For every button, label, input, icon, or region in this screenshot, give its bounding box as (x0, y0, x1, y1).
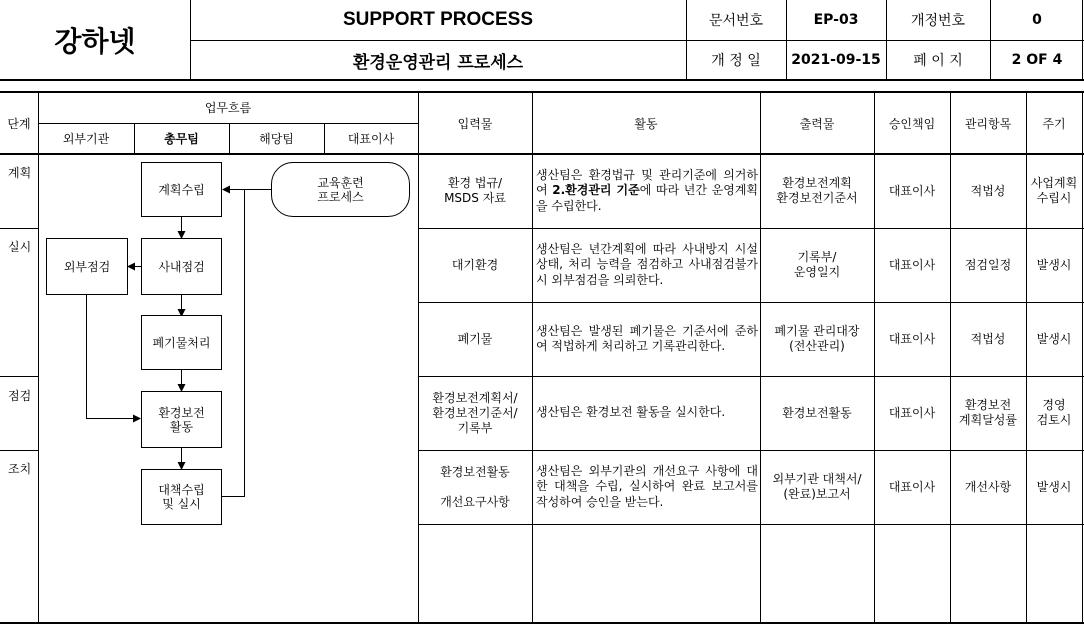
flow-box-plan-label: 계획수립 (158, 182, 205, 197)
document-title: SUPPORT PROCESS (342, 9, 534, 30)
stage-act: 조치 (8, 462, 32, 476)
flow-col-dept: 해당팀 (259, 132, 294, 146)
row-approval: 대표이사 (888, 331, 936, 346)
stage-do: 실시 (8, 240, 32, 254)
row-output: 환경보전활동 (782, 405, 852, 420)
flow-box-countermeasure-label: 대책수립 및 실시 (158, 483, 205, 511)
row-cycle: 발생시 (1036, 479, 1072, 494)
company-logo: 강하넷 (54, 25, 136, 58)
flow-box-external-check (46, 238, 128, 295)
flow-box-internal-check (141, 238, 222, 295)
flow-col-admin-team: 총무팀 (164, 132, 199, 146)
page-label: 페 이 지 (913, 53, 963, 69)
row-control: 개선사항 (964, 479, 1012, 494)
row-approval: 대표이사 (888, 405, 936, 420)
stage-header: 단계 (7, 116, 31, 131)
row-activity-bold: 2.환경관리 기준 (552, 183, 640, 198)
row-activity-text: 생산팀은 환경보전 활동을 실시한다. (536, 405, 726, 420)
row-activity (536, 450, 758, 524)
row-activity-text: 생산팀은 발생된 폐기물은 기준서에 준하여 적법하게 처리하고 기록관리한다. (536, 323, 758, 353)
control-header: 관리항목 (964, 116, 1012, 131)
flow-box-env-activity-label: 환경보전 활동 (158, 405, 205, 434)
revision-date-value: 2021-09-15 (791, 52, 881, 68)
approval-header: 승인책임 (888, 116, 936, 131)
row-input: 환경보전계획서/ 환경보전기준서/ 기록부 (432, 390, 518, 435)
row-input: 폐기물 (457, 331, 493, 346)
revision-date-label: 개 정 일 (711, 53, 761, 69)
row-output: 외부기관 대책서/ (완료)보고서 (772, 472, 862, 501)
row-output: 폐기물 관리대장 (전산관리) (774, 324, 860, 353)
flow-box-waste (141, 315, 222, 370)
row-activity (536, 376, 758, 450)
row-control: 적법성 (970, 183, 1006, 198)
row-cycle: 발생시 (1036, 331, 1072, 346)
revision-value: 0 (1032, 12, 1042, 28)
row-activity (536, 302, 758, 376)
row-cycle: 경영 검토시 (1036, 398, 1072, 427)
row-approval: 대표이사 (888, 183, 936, 198)
flow-box-training-label: 교육훈련 프로세스 (317, 175, 364, 204)
row-approval: 대표이사 (888, 257, 936, 272)
cycle-header: 주기 (1042, 116, 1066, 131)
row-output: 환경보전계획 환경보전기준서 (776, 176, 858, 205)
row-activity-text: 생산팀은 년간계획에 따라 사내방지 시설상태, 처리 능력을 점검하고 사내점검불가시 외부점검을 의뢰한다. (536, 241, 758, 287)
row-activity-text: 에 따라 년간 운영계획을 수립한다. (536, 183, 759, 213)
row-input: 환경보전활동 개선요구사항 (440, 464, 510, 509)
revision-label: 개정번호 (910, 13, 966, 29)
flow-box-plan (141, 162, 222, 217)
flow-header: 업무흐름 (204, 101, 252, 115)
stage-plan: 계획 (8, 166, 32, 180)
page-value: 2 OF 4 (1011, 52, 1063, 68)
activity-header: 활동 (634, 116, 658, 131)
row-control: 환경보전 계획달성률 (959, 398, 1017, 427)
doc-number-label: 문서번호 (708, 13, 764, 29)
flow-col-external: 외부기관 (62, 132, 110, 146)
doc-number-value: EP-03 (813, 12, 859, 28)
row-activity (536, 228, 758, 302)
output-header: 출력물 (799, 116, 835, 131)
row-input: 환경 법규/ MSDS 자료 (444, 176, 506, 205)
flow-col-ceo: 대표이사 (347, 132, 395, 146)
flow-box-training (271, 162, 410, 217)
flow-box-internal-check-label: 사내점검 (158, 259, 205, 274)
row-output: 기록부/ 운영일지 (793, 250, 841, 279)
flow-box-env-activity (141, 391, 222, 448)
row-input: 대기환경 (451, 257, 499, 272)
row-control: 적법성 (970, 331, 1006, 346)
input-header: 입력물 (457, 116, 493, 131)
stage-check: 점검 (8, 389, 32, 403)
row-approval: 대표이사 (888, 479, 936, 494)
row-activity (536, 154, 758, 228)
flow-box-countermeasure (141, 469, 222, 525)
flow-box-external-check-label: 외부점검 (63, 259, 111, 274)
row-activity-text: 생산팀은 외부기관의 개선요구 사항에 대한 대책을 수립, 실시하여 완료 보고서를 작성하여 승인을 받는다. (536, 463, 758, 509)
row-cycle: 사업계획 수립시 (1030, 176, 1078, 205)
row-cycle: 발생시 (1036, 257, 1072, 272)
row-activity-text: 생산팀은 환경법규 및 관리기준에 의거하여 (536, 167, 758, 198)
process-subtitle: 환경운영관리 프로세스 (352, 52, 524, 73)
flow-box-waste-label: 폐기물처리 (152, 335, 211, 350)
row-control: 점검일정 (964, 257, 1012, 272)
